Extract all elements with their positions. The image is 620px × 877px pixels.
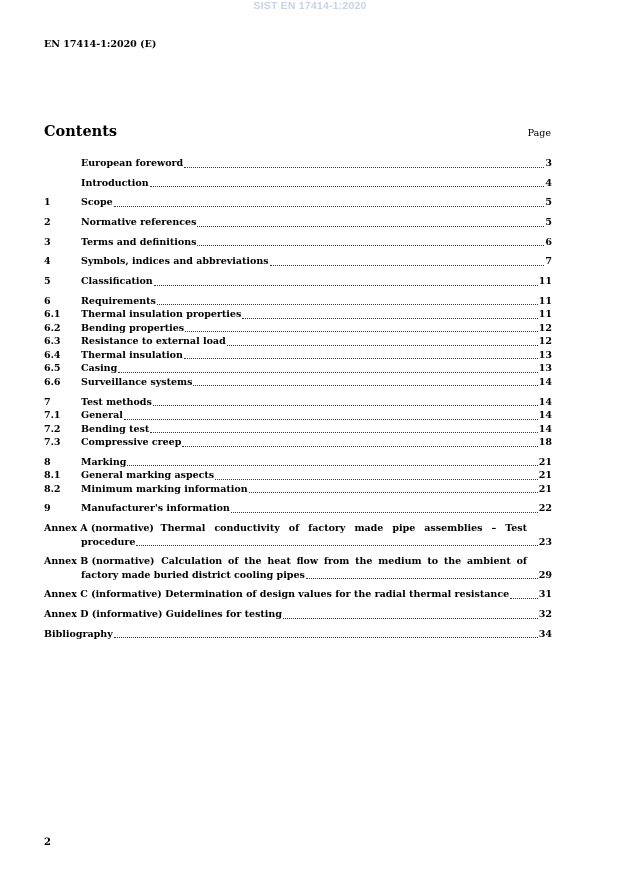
toc-entry-title: Requirements xyxy=(81,295,156,307)
toc-dot-leader xyxy=(118,372,538,373)
toc-entry-number: 9 xyxy=(44,503,51,515)
toc-dot-leader xyxy=(150,186,545,187)
toc-entry[interactable] xyxy=(44,255,552,269)
toc-entry-page: 21 xyxy=(538,456,552,468)
toc-entry-title: Bending properties xyxy=(81,322,185,334)
toc-entry-number: 6.4 xyxy=(44,349,61,361)
toc-entry-title: Annex C (informative) Determination of design values for the radial thermal resistance xyxy=(44,589,510,601)
toc-annex-space xyxy=(155,555,162,569)
toc-dot-leader xyxy=(154,285,538,286)
page-number: 2 xyxy=(44,837,51,848)
toc-dot-leader xyxy=(153,405,538,406)
toc-entry-title: Surveillance systems xyxy=(81,376,193,388)
toc-annex-title-line1: Calculation of the heat flow from the medium to the ambient of xyxy=(161,556,527,568)
toc-entry[interactable] xyxy=(44,423,552,437)
toc-entry-page: 29 xyxy=(538,569,552,581)
toc-entry-title: Resistance to external load xyxy=(81,336,226,348)
toc-entry-page: 18 xyxy=(538,437,552,448)
toc-entry-number: 1 xyxy=(44,197,51,209)
toc-entry-title: Bibliography xyxy=(44,628,113,640)
toc-entry[interactable] xyxy=(44,362,552,376)
toc-entry-number: 7.1 xyxy=(44,410,61,421)
toc-entry-title: Manufacturer's information xyxy=(81,503,230,515)
toc-entry-title: Introduction xyxy=(81,177,149,189)
toc-entry-page: 4 xyxy=(545,177,552,189)
toc-entry-title: Marking xyxy=(81,456,127,468)
toc-dot-leader xyxy=(127,465,537,466)
toc-entry-page: 7 xyxy=(545,256,552,268)
toc-dot-leader xyxy=(227,345,538,346)
toc-entry[interactable] xyxy=(44,216,552,230)
toc-entry-number: 8 xyxy=(44,456,51,468)
toc-annex-line2 xyxy=(44,569,552,583)
toc-entry-number: 2 xyxy=(44,217,51,229)
toc-entry[interactable] xyxy=(44,469,552,483)
toc-dot-leader xyxy=(185,331,538,332)
toc-dot-leader xyxy=(306,578,538,579)
toc-dot-leader xyxy=(510,598,538,599)
toc-annex-line1 xyxy=(44,522,552,536)
toc-entry-title: Terms and definitions xyxy=(81,236,197,248)
toc-entry[interactable] xyxy=(44,236,552,250)
toc-entry[interactable] xyxy=(44,456,552,470)
toc-entry-title: Classification xyxy=(81,276,153,288)
toc-entry-page: 32 xyxy=(538,609,552,621)
toc-annex-title-line1: Thermal conductivity of factory made pipe assemblies – Test xyxy=(160,523,527,535)
toc-dot-leader xyxy=(249,492,538,493)
toc-entry-page: 11 xyxy=(538,309,552,321)
toc-entry-number: 8.1 xyxy=(44,470,61,482)
toc-entry-title: Scope xyxy=(81,197,113,209)
toc-entry-title: Minimum marking information xyxy=(81,483,248,495)
toc-annex-label: Annex A (normative) xyxy=(44,523,154,535)
toc-entry-page: 14 xyxy=(538,376,552,388)
toc-entry[interactable] xyxy=(44,157,552,171)
document-id: EN 17414-1:2020 (E) xyxy=(44,39,157,50)
toc-entry-title: European foreword xyxy=(81,158,184,169)
toc-entry-title: Compressive creep xyxy=(81,437,182,448)
toc-entry[interactable] xyxy=(44,335,552,349)
toc-annex-space xyxy=(154,522,161,536)
toc-annex-line2 xyxy=(44,536,552,550)
toc-entry-title: Annex D (informative) Guidelines for testing xyxy=(44,609,282,621)
toc-annex-title-line2: factory made buried district cooling pipes xyxy=(81,569,305,581)
toc-dot-leader xyxy=(114,637,538,638)
toc-dot-leader xyxy=(270,265,545,266)
toc-entry[interactable] xyxy=(44,196,552,210)
toc-entry-page: 12 xyxy=(538,322,552,334)
toc-entry-page: 21 xyxy=(538,470,552,482)
toc-dot-leader xyxy=(197,226,544,227)
toc-annex-label: Annex B (normative) xyxy=(44,556,155,568)
toc-entry[interactable] xyxy=(44,275,552,289)
toc-entry[interactable] xyxy=(44,177,552,191)
toc-entry-page: 11 xyxy=(538,276,552,288)
toc-entry-page: 22 xyxy=(538,503,552,515)
toc-dot-leader xyxy=(197,245,544,246)
toc-entry-number: 3 xyxy=(44,236,51,248)
toc-entry-number: 6.5 xyxy=(44,363,61,375)
toc-annex-entry[interactable] xyxy=(44,522,552,549)
toc-entry-title: Thermal insulation properties xyxy=(81,309,242,321)
toc-entry-page: 23 xyxy=(538,536,552,548)
toc-entry-page: 12 xyxy=(538,336,552,348)
toc-entry[interactable] xyxy=(44,322,552,336)
toc-entry-number: 8.2 xyxy=(44,483,61,495)
toc-entry-title: General marking aspects xyxy=(81,470,215,482)
toc-entry-page: 14 xyxy=(538,410,552,421)
toc-dot-leader xyxy=(114,206,545,207)
toc-entry-title: Bending test xyxy=(81,423,150,435)
watermark: SIST EN 17414-1:2020 xyxy=(253,0,367,12)
toc-entry-title: Symbols, indices and abbreviations xyxy=(81,256,269,268)
toc-entry-number: 6.3 xyxy=(44,336,61,348)
toc-dot-leader xyxy=(184,358,538,359)
toc-entry-title: Test methods xyxy=(81,396,152,408)
toc-dot-leader xyxy=(157,304,538,305)
toc-entry-page: 34 xyxy=(538,628,552,640)
toc-entry-number: 7.3 xyxy=(44,437,61,448)
toc-entry-number: 6 xyxy=(44,295,51,307)
toc-annex-title-line2: procedure xyxy=(81,536,136,548)
toc-entry[interactable] xyxy=(44,483,552,497)
toc-entry[interactable] xyxy=(44,409,552,423)
toc-entry-title: General xyxy=(81,410,123,421)
page-column-label: Page xyxy=(527,128,551,139)
toc-entry[interactable] xyxy=(44,628,552,642)
toc-entry-number: 5 xyxy=(44,276,51,288)
toc-entry-page: 3 xyxy=(545,158,552,169)
toc-entry-number: 7.2 xyxy=(44,423,61,435)
toc-entry[interactable] xyxy=(44,349,552,363)
toc-entry-number: 4 xyxy=(44,256,51,268)
toc-entry-page: 5 xyxy=(545,217,552,229)
toc-dot-leader xyxy=(215,479,538,480)
toc-entry-page: 31 xyxy=(538,589,552,601)
toc-dot-leader xyxy=(182,446,537,447)
toc-entry[interactable] xyxy=(44,608,552,622)
toc-entry-page: 13 xyxy=(538,349,552,361)
toc-dot-leader xyxy=(193,385,537,386)
toc-dot-leader xyxy=(150,432,538,433)
toc-entry[interactable] xyxy=(44,588,552,602)
toc-entry-page: 14 xyxy=(538,423,552,435)
toc-dot-leader xyxy=(231,512,538,513)
toc-entry-title: Casing xyxy=(81,363,118,375)
toc-dot-leader xyxy=(124,419,538,420)
toc-annex-entry[interactable] xyxy=(44,555,552,582)
toc-entry-number: 6.2 xyxy=(44,322,61,334)
toc-entry-number: 6.1 xyxy=(44,309,61,321)
toc-entry-number: 7 xyxy=(44,396,51,408)
toc-dot-leader xyxy=(283,618,538,619)
toc-entry[interactable] xyxy=(44,308,552,322)
contents-heading: Contents xyxy=(44,123,118,140)
toc-entry-page: 14 xyxy=(538,396,552,408)
toc-entry[interactable] xyxy=(44,295,552,309)
toc-entry-title: Normative references xyxy=(81,217,197,229)
toc-annex-line1 xyxy=(44,555,552,569)
toc-entry-title: Thermal insulation xyxy=(81,349,183,361)
table-of-contents xyxy=(44,157,552,641)
toc-entry-page: 11 xyxy=(538,295,552,307)
toc-entry[interactable] xyxy=(44,376,552,390)
toc-entry-page: 6 xyxy=(545,236,552,248)
toc-entry[interactable] xyxy=(44,502,552,516)
toc-entry-page: 13 xyxy=(538,363,552,375)
toc-entry[interactable] xyxy=(44,396,552,410)
toc-dot-leader xyxy=(184,167,544,168)
toc-entry-number: 6.6 xyxy=(44,376,61,388)
toc-entry[interactable] xyxy=(44,436,552,450)
toc-entry-page: 21 xyxy=(538,483,552,495)
toc-entry-page: 5 xyxy=(545,197,552,209)
toc-dot-leader xyxy=(242,318,537,319)
toc-dot-leader xyxy=(136,545,537,546)
